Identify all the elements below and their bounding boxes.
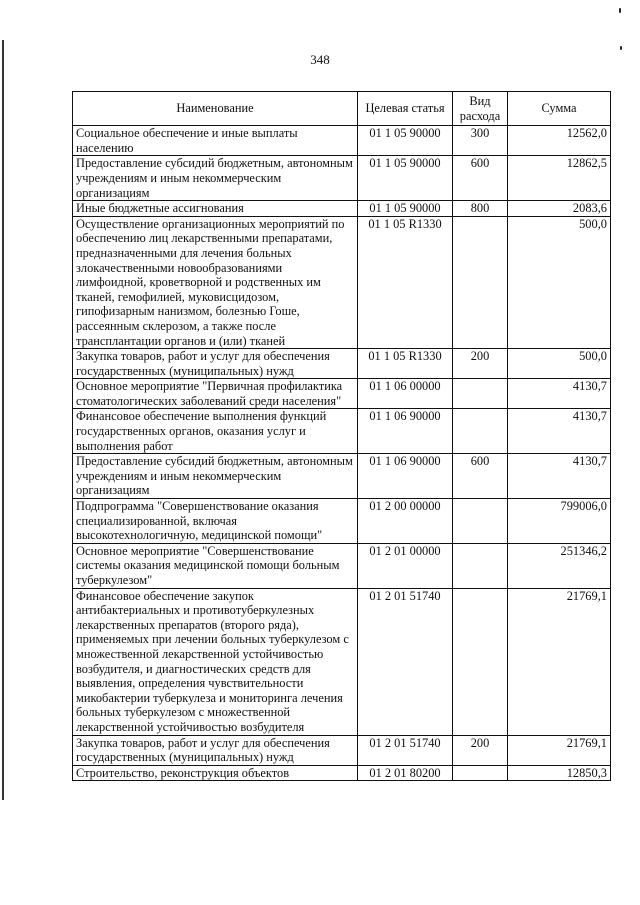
cell-sum: 500,0 [508,349,611,379]
cell-name: Строительство, реконструкция объектов [73,765,358,781]
cell-name: Осуществление организационных мероприятий по обеспечению лиц лекарственными препаратами, предназначенными для лечения больных злокачественными новообразованиями лимфоидной, кроветворной и родственных им тканей, гемофилией, муковисцидозом, гипофизарным нанизмом, болезнью Гоше, рассеянным склерозом, а также после трансплантации органов и (или) тканей [73,216,358,348]
cell-name: Иные бюджетные ассигнования [73,201,358,217]
table-row [73,156,611,201]
cell-name: Финансовое обеспечение выполнения функций государственных органов, оказания услуг и выполнения работ [73,409,358,454]
cell-type: 300 [453,126,508,156]
header-row [73,92,611,126]
cell-sum: 4130,7 [508,454,611,499]
cell-name: Подпрограмма "Совершенствование оказания специализированной, включая высокотехнологичную, медицинской помощи" [73,499,358,544]
table-row [73,126,611,156]
cell-sum: 2083,6 [508,201,611,217]
cell-type [453,588,508,735]
cell-type: 600 [453,156,508,201]
cell-code: 01 2 01 00000 [358,543,453,588]
cell-sum: 21769,1 [508,588,611,735]
table-row [73,588,611,735]
cell-sum: 799006,0 [508,499,611,544]
table-row [73,499,611,544]
cell-name: Основное мероприятие "Первичная профилактика стоматологических заболеваний среди населения" [73,379,358,409]
cell-sum: 21769,1 [508,735,611,765]
cell-code: 01 1 06 90000 [358,454,453,499]
table-row [73,409,611,454]
cell-code: 01 1 06 00000 [358,379,453,409]
cell-code: 01 1 06 90000 [358,409,453,454]
table-row [73,349,611,379]
cell-type [453,379,508,409]
cell-code: 01 2 00 00000 [358,499,453,544]
cell-name: Социальное обеспечение и иные выплаты населению [73,126,358,156]
budget-table [72,91,611,781]
table-row [73,216,611,348]
table-header [73,92,611,126]
table-row [73,765,611,781]
cell-sum: 500,0 [508,216,611,348]
cell-type [453,409,508,454]
cell-code: 01 1 05 R1330 [358,216,453,348]
cell-name: Основное мероприятие "Совершенствование системы оказания медицинской помощи больным туберкулезом" [73,543,358,588]
cell-sum: 12850,3 [508,765,611,781]
cell-type [453,765,508,781]
cell-type [453,216,508,348]
cell-type: 600 [453,454,508,499]
cell-sum: 12862,5 [508,156,611,201]
header-name: Наименование [73,92,358,126]
cell-name: Предоставление субсидий бюджетным, автономным учреждениям и иным некоммерческим организациям [73,156,358,201]
cell-name: Финансовое обеспечение закупок антибактериальных и противотуберкулезных лекарственных препаратов (второго ряда), применяемых при лечении больных туберкулезом с множественной лекарственной устойчивостью возбудителя, и диагностических средств для выявления, определения чувствительности микобактерии туберкулеза и мониторинга лечения больных туберкулезом с множественной лекарственной устойчивостью возбудителя [73,588,358,735]
cell-type [453,543,508,588]
cell-code: 01 1 05 R1330 [358,349,453,379]
cell-sum: 251346,2 [508,543,611,588]
table-row [73,735,611,765]
cell-type [453,499,508,544]
cell-code: 01 1 05 90000 [358,156,453,201]
cell-code: 01 2 01 51740 [358,588,453,735]
cell-code: 01 1 05 90000 [358,126,453,156]
table-row [73,379,611,409]
cell-sum: 4130,7 [508,379,611,409]
cell-type: 200 [453,735,508,765]
cell-type: 800 [453,201,508,217]
header-type: Вид расхода [453,92,508,126]
cell-name: Закупка товаров, работ и услуг для обеспечения государственных (муниципальных) нужд [73,349,358,379]
cell-code: 01 2 01 80200 [358,765,453,781]
cell-sum: 4130,7 [508,409,611,454]
table-row [73,201,611,217]
page-number: 348 [310,52,330,67]
header-sum: Сумма [508,92,611,126]
table-body [73,126,611,781]
header-code: Целевая статья [358,92,453,126]
cell-name: Закупка товаров, работ и услуг для обеспечения государственных (муниципальных) нужд [73,735,358,765]
table-row [73,543,611,588]
table-row [73,454,611,499]
cell-type: 200 [453,349,508,379]
scan-speck [619,8,621,13]
cell-sum: 12562,0 [508,126,611,156]
cell-code: 01 1 05 90000 [358,201,453,217]
scan-speck [620,46,622,50]
cell-name: Предоставление субсидий бюджетным, автономным учреждениям и иным некоммерческим организациям [73,454,358,499]
cell-code: 01 2 01 51740 [358,735,453,765]
scan-margin-line [2,40,4,800]
